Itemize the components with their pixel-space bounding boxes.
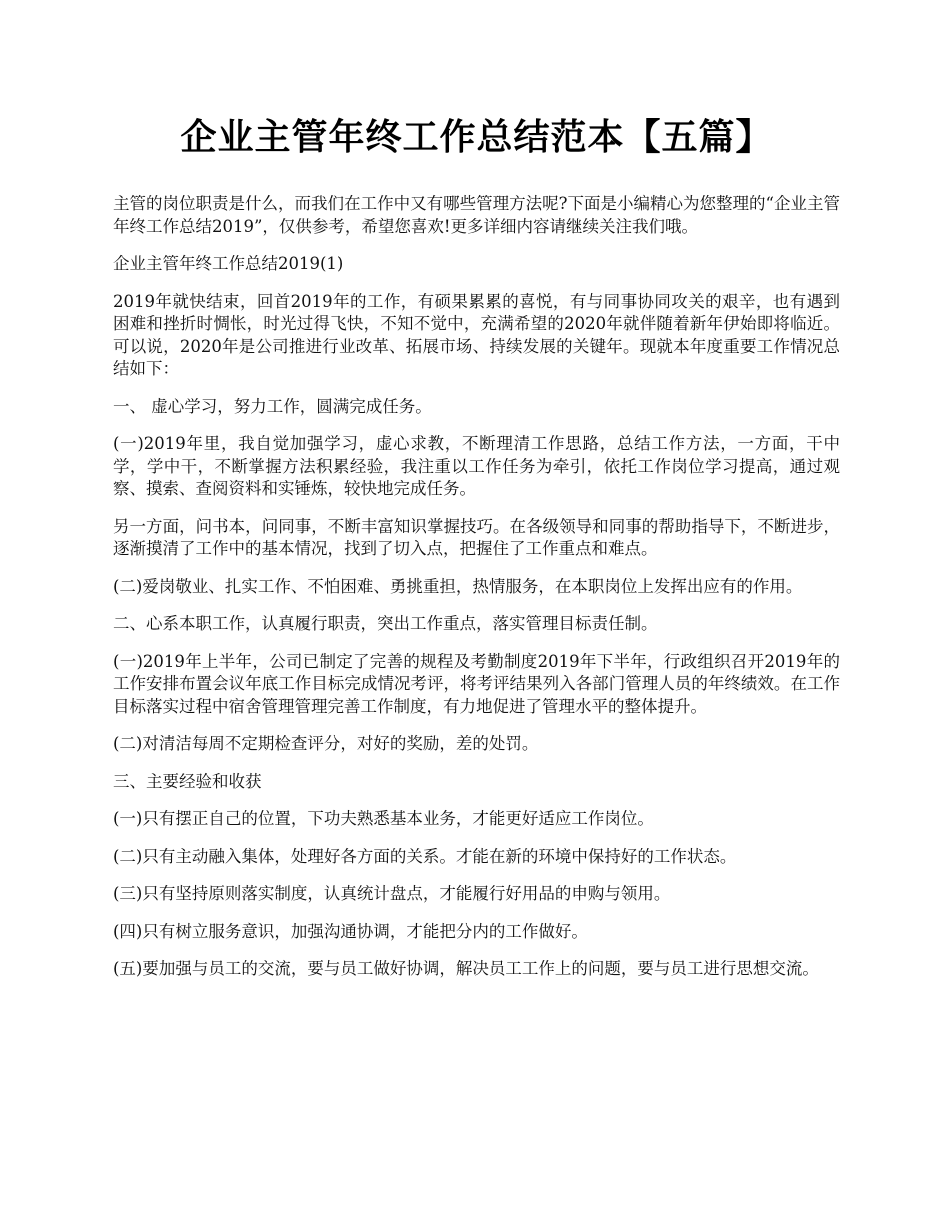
document-page [113, 112, 840, 996]
body-paragraph: 2019年就快结束，回首2019年的工作，有硕果累累的喜悦，有与同事协同攻关的艰辛，也有遇到困难和挫折时惆怅，时光过得飞快，不知不觉中，充满希望的2020年就伴随着新年伊始即将临近。可以说，2020年是公司推进行业改革、拓展市场、持续发展的关键年。现就本年度重要工作情况总结如下： [113, 291, 840, 378]
body-paragraph: (二)对清洁每周不定期检查评分，对好的奖励，差的处罚。 [113, 734, 539, 753]
body-paragraph: (一)2019年里，我自觉加强学习，虚心求教，不断理清工作思路，总结工作方法，一方面，干中学，学中干，不断掌握方法积累经验，我注重以工作任务为牵引，依托工作岗位学习提高，通过观察、摸索、查阅资料和实锤炼，较快地完成任务。 [113, 434, 840, 498]
list-item: (三)只有坚持原则落实制度，认真统计盘点，才能履行好用品的申购与领用。 [113, 884, 671, 903]
body-paragraph: 另一方面，问书本，问同事，不断丰富知识掌握技巧。在各级领导和同事的帮助指导下，不断进步，逐渐摸清了工作中的基本情况，找到了切入点，把握住了工作重点和难点。 [113, 516, 840, 558]
body-paragraph: (一)2019年上半年，公司已制定了完善的规程及考勤制度2019年下半年，行政组织召开2019年的工作安排布置会议年底工作目标完成情况考评，将考评结果列入各部门管理人员的年终绩效。在工作目标落实过程中宿舍管理管理完善工作制度，有力地促进了管理水平的整体提升。 [113, 651, 840, 716]
section-heading-1: 一、 虚心学习，努力工作，圆满完成任务。 [113, 396, 432, 416]
list-item: (四)只有树立服务意识，加强沟通协调，才能把分内的工作做好。 [113, 921, 588, 941]
section-heading-3: 三、主要经验和收获 [113, 771, 262, 791]
section-heading-2: 二、心系本职工作，认真履行职责，突出工作重点，落实管理目标责任制。 [113, 614, 658, 633]
body-paragraph: (二)爱岗敬业、扎实工作、不怕困难、勇挑重担，热情服务，在本职岗位上发挥出应有的作用。 [113, 576, 803, 596]
list-item: (一)只有摆正自己的位置，下功夫熟悉基本业务，才能更好适应工作岗位。 [113, 809, 654, 828]
list-item: (五)要加强与员工的交流，要与员工做好协调，解决员工工作上的问题，要与员工进行思想交流。 [113, 959, 819, 978]
list-item: (二)只有主动融入集体，处理好各方面的关系。才能在新的环境中保持好的工作状态。 [113, 846, 737, 866]
document-title: 企业主管年终工作总结范本【五篇】 [180, 116, 773, 158]
intro-paragraph: 主管的岗位职责是什么，而我们在工作中又有哪些管理方法呢?下面是小编精心为您整理的“企业主管年终工作总结2019”，仅供参考，希望您喜欢!更多详细内容请继续关注我们哦。 [113, 194, 840, 236]
section-subtitle: 企业主管年终工作总结2019(1) [113, 254, 344, 273]
